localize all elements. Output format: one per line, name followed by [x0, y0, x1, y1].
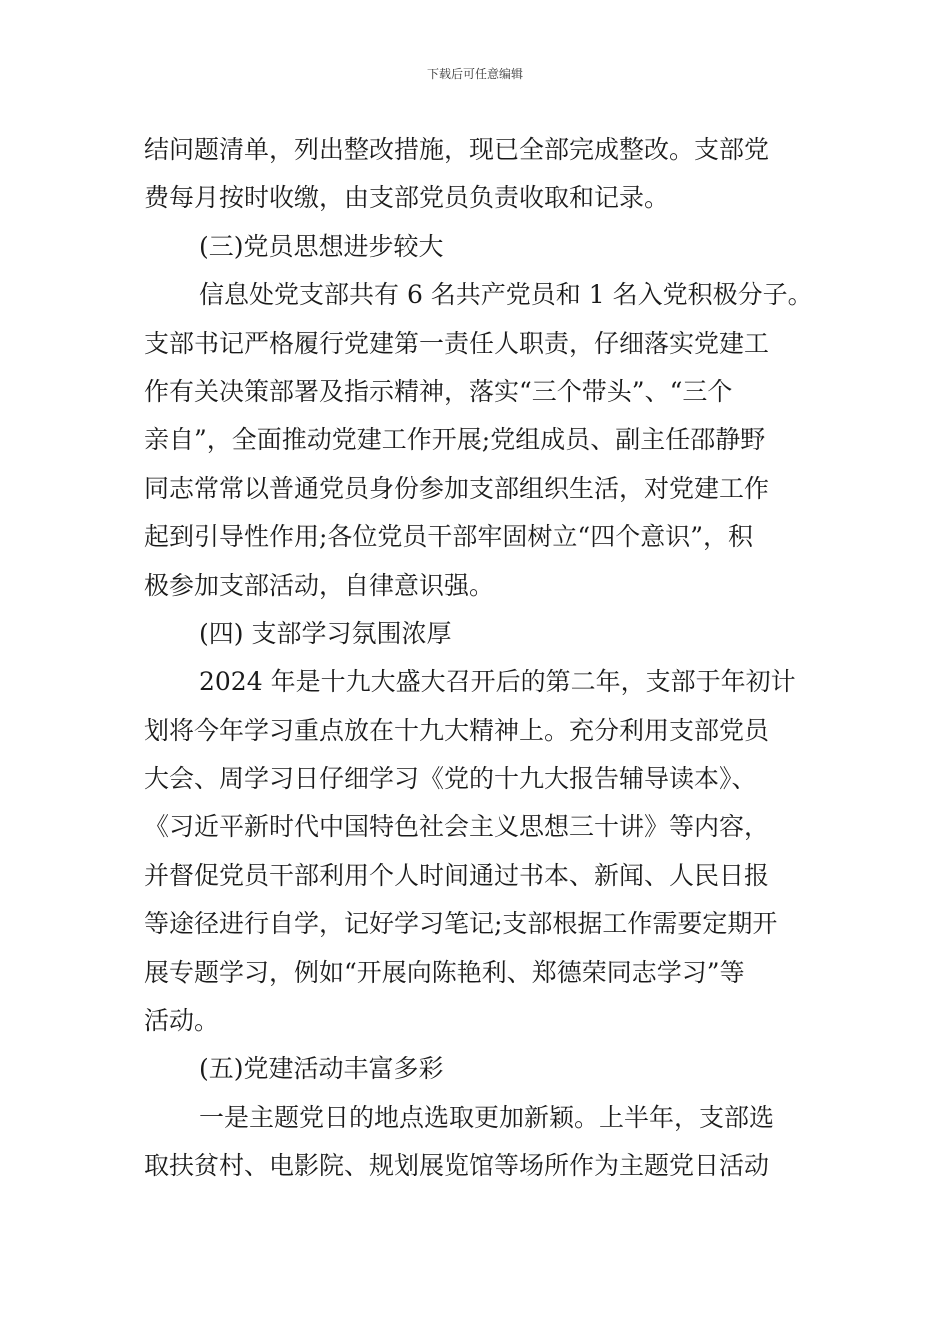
text-line: 信息处党支部共有 6 名共产党员和 1 名入党积极分子。	[199, 280, 813, 310]
text-line: 活动。	[144, 1006, 220, 1036]
section-heading: (四) 支部学习氛围浓厚	[199, 618, 452, 648]
text-line: 《习近平新时代中国特色社会主义思想三十讲》等内容，	[144, 812, 770, 842]
text-line: 结问题清单，列出整改措施，现已全部完成整改。支部党	[144, 135, 770, 164]
text-line: 极参加支部活动，自律意识强。	[144, 570, 495, 600]
section-heading: (五)党建活动丰富多彩	[199, 1054, 444, 1084]
page-header: 下载后可任意编辑	[426, 67, 523, 81]
text-line: 并督促党员干部利用个人时间通过书本、新闻、人民日报	[144, 860, 770, 890]
text-line: 作有关决策部署及指示精神，落实“三个带头”、“三个	[144, 376, 733, 406]
text-line: 大会、周学习日仔细学习《党的十九大报告辅导读本》、	[144, 764, 757, 794]
text-line: 亲自”，全面推动党建工作开展;党组成员、副主任邵静野	[144, 425, 766, 455]
text-line: 取扶贫村、电影院、规划展览馆等场所作为主题党日活动	[144, 1151, 770, 1181]
text-line: 划将今年学习重点放在十九大精神上。充分利用支部党员	[144, 715, 770, 745]
text-line: 一是主题党日的地点选取更加新颖。上半年，支部选	[199, 1102, 775, 1132]
section-heading: (三)党员思想进步较大	[199, 231, 444, 261]
text-line: 同志常常以普通党员身份参加支部组织生活，对党建工作	[144, 473, 770, 503]
text-line: 支部书记严格履行党建第一责任人职责，仔细落实党建工	[144, 328, 770, 358]
text-line: 等途径进行自学，记好学习笔记;支部根据工作需要定期开	[144, 909, 778, 939]
text-line: 展专题学习，例如“开展向陈艳利、郑德荣同志学习”等	[144, 957, 745, 987]
text-line: 起到引导性作用;各位党员干部牢固树立“四个意识”，积	[144, 522, 753, 552]
text-line: 费每月按时收缴，由支部党员负责收取和记录。	[144, 183, 670, 213]
document-body	[144, 126, 813, 1191]
text-line: 2024 年是十九大盛大召开后的第二年，支部于年初计	[199, 667, 796, 697]
